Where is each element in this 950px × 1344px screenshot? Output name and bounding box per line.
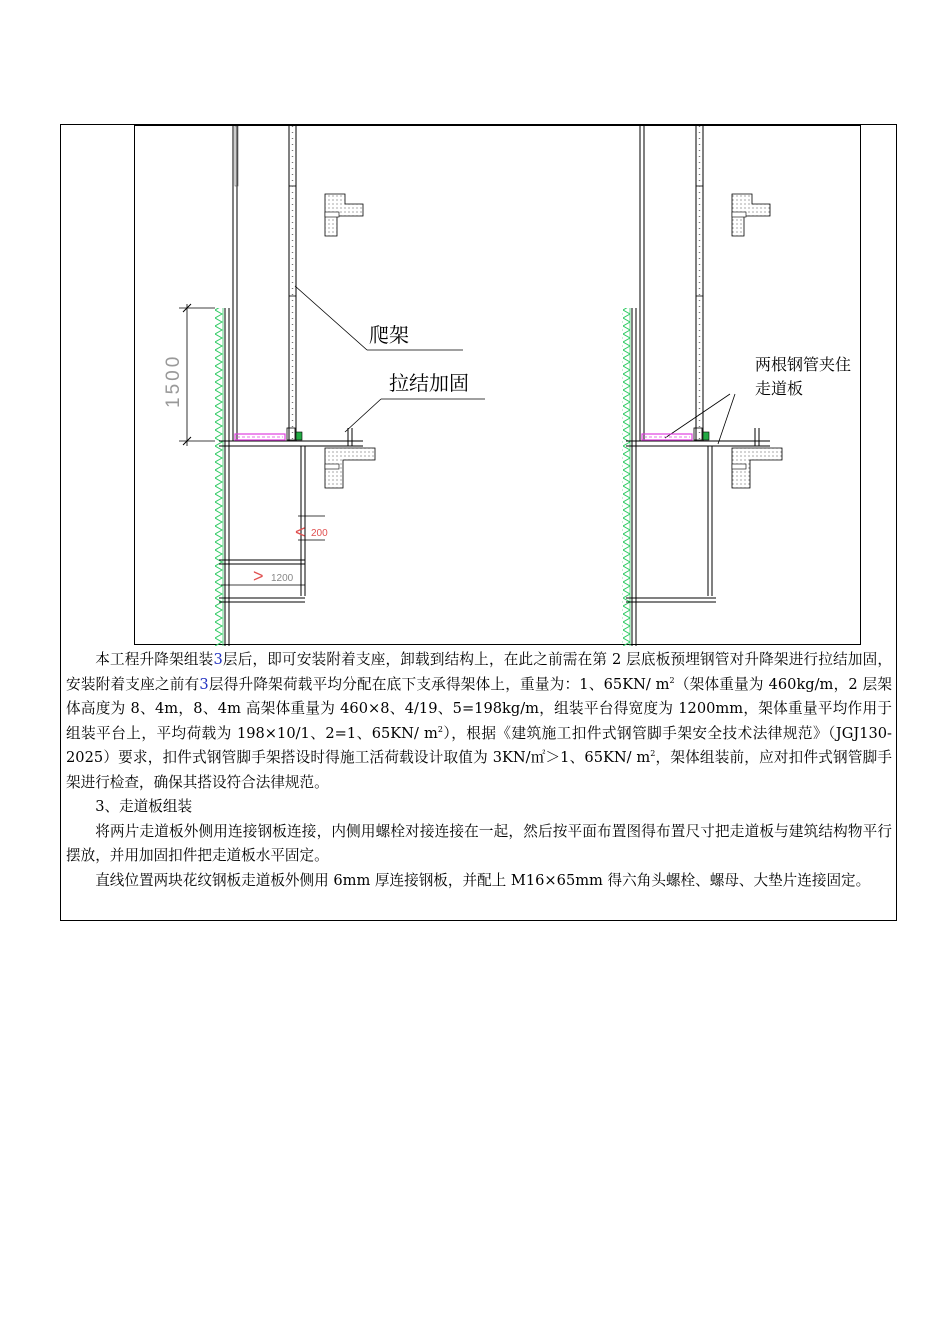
paragraph-load-calc [66, 648, 892, 795]
para1-floor-count-1: 3 [213, 651, 223, 668]
label-dim-1200: 1200 [271, 573, 294, 584]
body-text [66, 648, 892, 893]
label-note-line1: 两根钢管夹住 [755, 357, 852, 374]
para1-part3: 层得升降架荷载平均分配在底下支承得架体上，重量为：1、65KN/ m [208, 675, 670, 693]
label-climb-frame: 爬架 [369, 325, 409, 347]
label-tie-reinforce: 拉结加固 [389, 373, 469, 395]
superscript-2: 2 [669, 675, 675, 685]
paragraph-steel-plate: 直线位置两块花纹钢板走道板外侧用 6mm 厚连接钢板，并配上 M16×65mm 得六角头螺栓、螺母、大垫片连接固定。 [95, 871, 871, 889]
symbol-lt: < [295, 522, 306, 542]
para1-part1: 本工程升降架组装 [95, 651, 214, 668]
para1-part2: 层后，即可安装附着支座，卸载到结构上，在此之前需在第 2 层底板预埋钢管对升降架进行拉结加固，安装附着支座之前有 [66, 651, 892, 693]
label-note-line2: 走道板 [755, 381, 804, 398]
construction-drawing [134, 125, 861, 645]
para1-part6: ，架体组装前，应对扣件式钢管脚手架进行检查，确保其搭设符合法律规范。 [66, 749, 892, 791]
para1-floor-count-2: 3 [199, 675, 209, 693]
para1-part5: ），根据《建筑施工扣件式钢管脚手架安全技术法律规范》（JGJ130-2025）要求，扣件式钢管脚手架搭设时得施工活荷载设计取值为 3KN/㎡＞1、65KN/ m [66, 724, 892, 766]
section-heading: 3、走道板组装 [95, 798, 193, 815]
label-dim-200: 200 [311, 528, 328, 539]
superscript-2: 2 [437, 724, 443, 734]
para1-part4: （架体重量为 460kg/m，2 层架体高度为 8、4m，8、4m 高架体重量为 460×8、4/19、5=198kg/m，组装平台得宽度为 1200mm，架体重量平均作用于组装平台上，平均荷载为 198×10/1、2=1、65KN/ m [66, 675, 892, 742]
label-dim-1500: 1500 [163, 353, 184, 408]
symbol-gt: > [253, 566, 264, 586]
superscript-2: 2 [650, 749, 656, 759]
paragraph-walkway-assembly: 将两片走道板外侧用连接钢板连接，内侧用螺栓对接连接在一起，然后按平面布置图得布置尺寸把走道板与建筑结构物平行摆放，并用加固扣件把走道板水平固定。 [66, 822, 892, 864]
drawing-svg [135, 126, 862, 646]
